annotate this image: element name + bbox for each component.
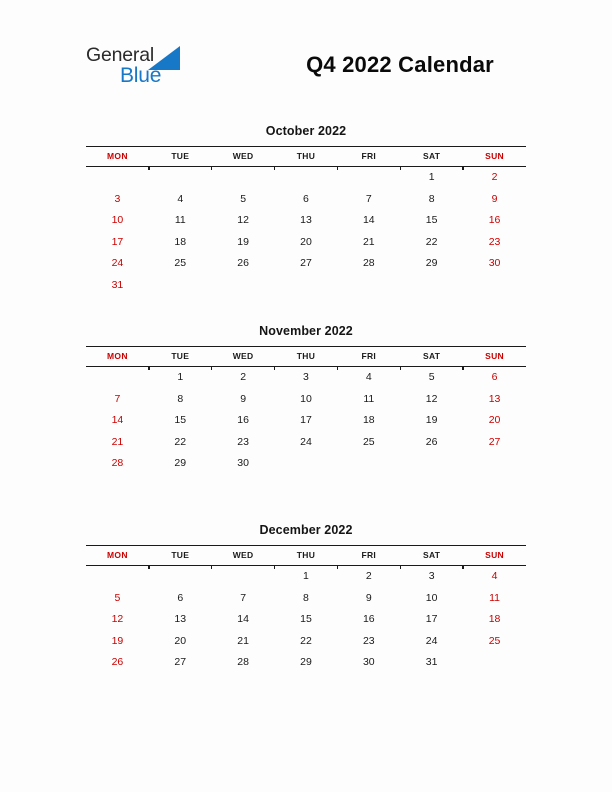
weekday-header-thu: THU (275, 147, 338, 167)
calendar-table (86, 146, 526, 296)
calendar-day-cell[interactable]: 13 (174, 613, 187, 625)
calendar-day-cell[interactable]: 15 (300, 613, 312, 625)
calendar-day-cell[interactable]: 1 (428, 171, 435, 183)
weekday-header-tue: TUE (149, 546, 212, 566)
calendar-day-cell[interactable]: 26 (111, 656, 124, 668)
brand-name-blue: Blue (120, 64, 162, 87)
calendar-cell-empty (149, 566, 212, 588)
calendar-day-cell[interactable]: 25 (174, 257, 187, 269)
calendar-week-row (86, 189, 526, 211)
calendar-day-cell[interactable]: 30 (488, 257, 501, 269)
calendar-cell-empty (275, 453, 338, 475)
weekday-header-tue: TUE (149, 347, 212, 367)
calendar-day-cell[interactable]: 17 (111, 235, 124, 248)
calendar-day-cell[interactable]: 3 (114, 192, 121, 205)
month-title: October 2022 (265, 124, 347, 138)
calendar-week-row (86, 453, 526, 475)
calendar-day-cell[interactable]: 7 (365, 192, 372, 205)
calendar-day-cell[interactable]: 31 (425, 656, 438, 668)
weekday-header-thu: THU (275, 347, 338, 367)
calendar-day-cell[interactable]: 3 (428, 570, 435, 582)
calendar-day-cell[interactable]: 20 (300, 235, 312, 248)
weekday-header-sun: SUN (463, 147, 526, 167)
calendar-day-cell[interactable]: 5 (114, 591, 121, 604)
calendar-day-cell[interactable]: 27 (174, 656, 187, 668)
calendar-day-cell[interactable]: 20 (174, 634, 187, 647)
calendar-day-cell[interactable]: 14 (362, 214, 375, 226)
calendar-day-cell[interactable]: 4 (365, 371, 372, 383)
calendar-cell-empty (86, 167, 149, 189)
calendar-day-cell[interactable]: 27 (488, 435, 501, 448)
calendar-day-cell[interactable]: 8 (177, 392, 184, 405)
weekday-header-fri: FRI (337, 546, 400, 566)
calendar-day-cell[interactable]: 30 (237, 457, 249, 469)
calendar-day-cell[interactable]: 29 (300, 656, 312, 668)
weekday-header-mon: MON (107, 351, 128, 361)
calendar-day-cell[interactable]: 15 (174, 414, 187, 426)
calendar-table (86, 346, 526, 475)
calendar-day-cell[interactable]: 21 (111, 435, 124, 448)
calendar-day-cell[interactable]: 12 (111, 613, 124, 625)
calendar-day-cell[interactable]: 29 (174, 457, 187, 469)
calendar-cell-empty (149, 275, 212, 297)
calendar-day-cell[interactable]: 28 (237, 656, 249, 668)
calendar-day-cell[interactable]: 18 (488, 613, 501, 625)
calendar-day-cell[interactable]: 25 (362, 435, 375, 448)
calendar-day-cell[interactable]: 10 (425, 591, 438, 604)
weekday-header-sat: SAT (400, 347, 463, 367)
calendar-day-cell[interactable]: 14 (111, 414, 124, 426)
calendar-day-cell[interactable]: 1 (177, 371, 184, 383)
calendar-week-row (86, 232, 526, 254)
calendar-day-cell[interactable]: 17 (300, 414, 312, 426)
calendar-day-cell[interactable]: 23 (488, 235, 501, 248)
calendar-cell-empty (463, 275, 526, 297)
weekday-header-fri: FRI (337, 347, 400, 367)
calendar-cell-empty (212, 275, 275, 297)
calendar-cell-empty (463, 652, 526, 674)
page-title: Q4 2022 Calendar (306, 52, 494, 77)
calendar-day-cell[interactable]: 16 (237, 414, 249, 426)
calendar-day-cell[interactable]: 16 (362, 613, 375, 625)
calendar-day-cell[interactable]: 6 (491, 371, 498, 383)
calendar-day-cell[interactable]: 2 (240, 371, 247, 383)
weekday-header-row (86, 546, 526, 566)
calendar-day-cell[interactable]: 23 (237, 435, 249, 448)
calendar-day-cell[interactable]: 31 (111, 278, 124, 291)
calendar-day-cell[interactable]: 10 (111, 214, 124, 226)
calendar-table (86, 545, 526, 674)
calendar-day-cell[interactable]: 14 (237, 613, 249, 625)
calendar-day-cell[interactable]: 25 (488, 634, 501, 647)
calendar-body (86, 367, 526, 475)
calendar-day-cell[interactable]: 2 (491, 171, 498, 183)
weekday-header-wed: WED (212, 347, 275, 367)
calendar-day-cell[interactable]: 12 (425, 392, 438, 405)
weekday-header-mon: MON (107, 151, 128, 161)
calendar-day-cell[interactable]: 27 (300, 257, 312, 269)
calendar-day-cell[interactable]: 24 (425, 634, 438, 647)
calendar-cell-empty (275, 167, 338, 189)
calendar-day-cell[interactable]: 23 (362, 634, 375, 647)
calendar-day-cell[interactable]: 8 (428, 192, 435, 205)
calendar-cell-empty (337, 453, 400, 475)
calendar-cell-empty (86, 367, 149, 389)
calendar-day-cell[interactable]: 10 (300, 392, 312, 405)
calendar-week-row (86, 432, 526, 454)
calendar-week-row (86, 652, 526, 674)
weekday-header-fri: FRI (337, 147, 400, 167)
calendar-day-cell[interactable]: 28 (111, 457, 124, 469)
month-title: November 2022 (259, 324, 353, 338)
calendar-body (86, 566, 526, 674)
calendar-day-cell[interactable]: 6 (177, 591, 184, 604)
calendar-cell-empty (337, 167, 400, 189)
weekday-header-sat: SAT (400, 147, 463, 167)
calendar-day-cell[interactable]: 19 (237, 235, 249, 248)
calendar-cell-empty (400, 453, 463, 475)
calendar-day-cell[interactable]: 1 (303, 570, 309, 582)
page-header (0, 0, 612, 110)
calendar-day-cell[interactable]: 3 (303, 371, 309, 383)
weekday-header-row (86, 147, 526, 167)
calendar-cell-empty (400, 275, 463, 297)
calendar-cell-empty (212, 167, 275, 189)
calendar-cell-empty (149, 167, 212, 189)
weekday-header-sun: SUN (463, 347, 526, 367)
calendar-cell-empty (275, 275, 338, 297)
calendar-day-cell[interactable]: 5 (428, 371, 435, 383)
weekday-header-row (86, 347, 526, 367)
calendar-day-cell[interactable]: 6 (303, 192, 309, 205)
weekday-header-mon: MON (107, 550, 128, 560)
calendar-day-cell[interactable]: 22 (300, 634, 312, 647)
calendar-week-row (86, 210, 526, 232)
calendar-cell-empty (463, 453, 526, 475)
weekday-header-sun: SUN (463, 546, 526, 566)
calendar-day-cell[interactable]: 18 (174, 235, 187, 248)
calendar-body (86, 167, 526, 297)
calendar-day-cell[interactable]: 9 (365, 591, 372, 604)
calendar-day-cell[interactable]: 8 (303, 591, 309, 604)
calendar-day-cell[interactable]: 11 (174, 214, 186, 226)
calendar-day-cell[interactable]: 17 (425, 613, 438, 625)
calendar-day-cell[interactable]: 4 (491, 570, 498, 582)
calendar-day-cell[interactable]: 24 (111, 257, 124, 269)
calendar-day-cell[interactable]: 22 (425, 235, 438, 248)
calendar-week-row (86, 389, 526, 411)
month-block-october (86, 124, 526, 296)
calendar-cell-empty (86, 566, 149, 588)
calendar-day-cell[interactable]: 20 (488, 414, 501, 426)
calendar-day-cell[interactable]: 19 (425, 414, 438, 426)
calendar-day-cell[interactable]: 28 (362, 257, 375, 269)
weekday-header-wed: WED (212, 546, 275, 566)
calendar-week-row (86, 167, 526, 189)
calendar-day-cell[interactable]: 7 (240, 591, 247, 604)
weekday-header-thu: THU (275, 546, 338, 566)
calendar-day-cell[interactable]: 30 (362, 656, 375, 668)
calendar-day-cell[interactable]: 16 (488, 214, 501, 226)
calendar-day-cell[interactable]: 19 (111, 634, 124, 647)
calendar-day-cell[interactable]: 22 (174, 435, 187, 448)
calendar-day-cell[interactable]: 21 (237, 634, 249, 647)
calendar-day-cell[interactable]: 13 (300, 214, 312, 226)
calendar-week-row (86, 253, 526, 275)
calendar-week-row (86, 275, 526, 297)
calendar-day-cell[interactable]: 2 (365, 570, 372, 582)
month-title: December 2022 (259, 523, 353, 537)
calendar-day-cell[interactable]: 4 (177, 192, 184, 205)
brand-logo[interactable] (86, 44, 206, 96)
calendar-week-row (86, 631, 526, 653)
month-block-november (86, 324, 526, 475)
calendar-day-cell[interactable]: 13 (488, 392, 501, 405)
brand-name-general: General (86, 44, 154, 66)
calendar-day-cell[interactable]: 12 (237, 214, 249, 226)
month-block-december (86, 523, 526, 674)
calendar-cell-empty (337, 275, 400, 297)
calendar-cell-empty (212, 566, 275, 588)
calendar-day-cell[interactable]: 18 (362, 414, 375, 426)
calendar-day-cell[interactable]: 7 (114, 392, 121, 405)
weekday-header-tue: TUE (149, 147, 212, 167)
calendar-week-row (86, 410, 526, 432)
calendar-day-cell[interactable]: 24 (300, 435, 312, 448)
calendar-week-row (86, 566, 526, 588)
calendar-day-cell[interactable]: 26 (425, 435, 438, 448)
calendar-day-cell[interactable]: 15 (425, 214, 438, 226)
calendar-day-cell[interactable]: 21 (362, 235, 375, 248)
weekday-header-wed: WED (212, 147, 275, 167)
calendar-day-cell[interactable]: 29 (425, 257, 438, 269)
calendar-week-row (86, 609, 526, 631)
calendar-week-row (86, 588, 526, 610)
calendar-day-cell[interactable]: 5 (240, 192, 247, 205)
calendar-day-cell[interactable]: 11 (363, 392, 375, 405)
calendar-day-cell[interactable]: 11 (489, 591, 500, 604)
weekday-header-sat: SAT (400, 546, 463, 566)
calendar-day-cell[interactable]: 9 (240, 392, 247, 405)
calendar-week-row (86, 367, 526, 389)
calendar-day-cell[interactable]: 9 (491, 192, 498, 205)
calendar-day-cell[interactable]: 26 (237, 257, 249, 269)
